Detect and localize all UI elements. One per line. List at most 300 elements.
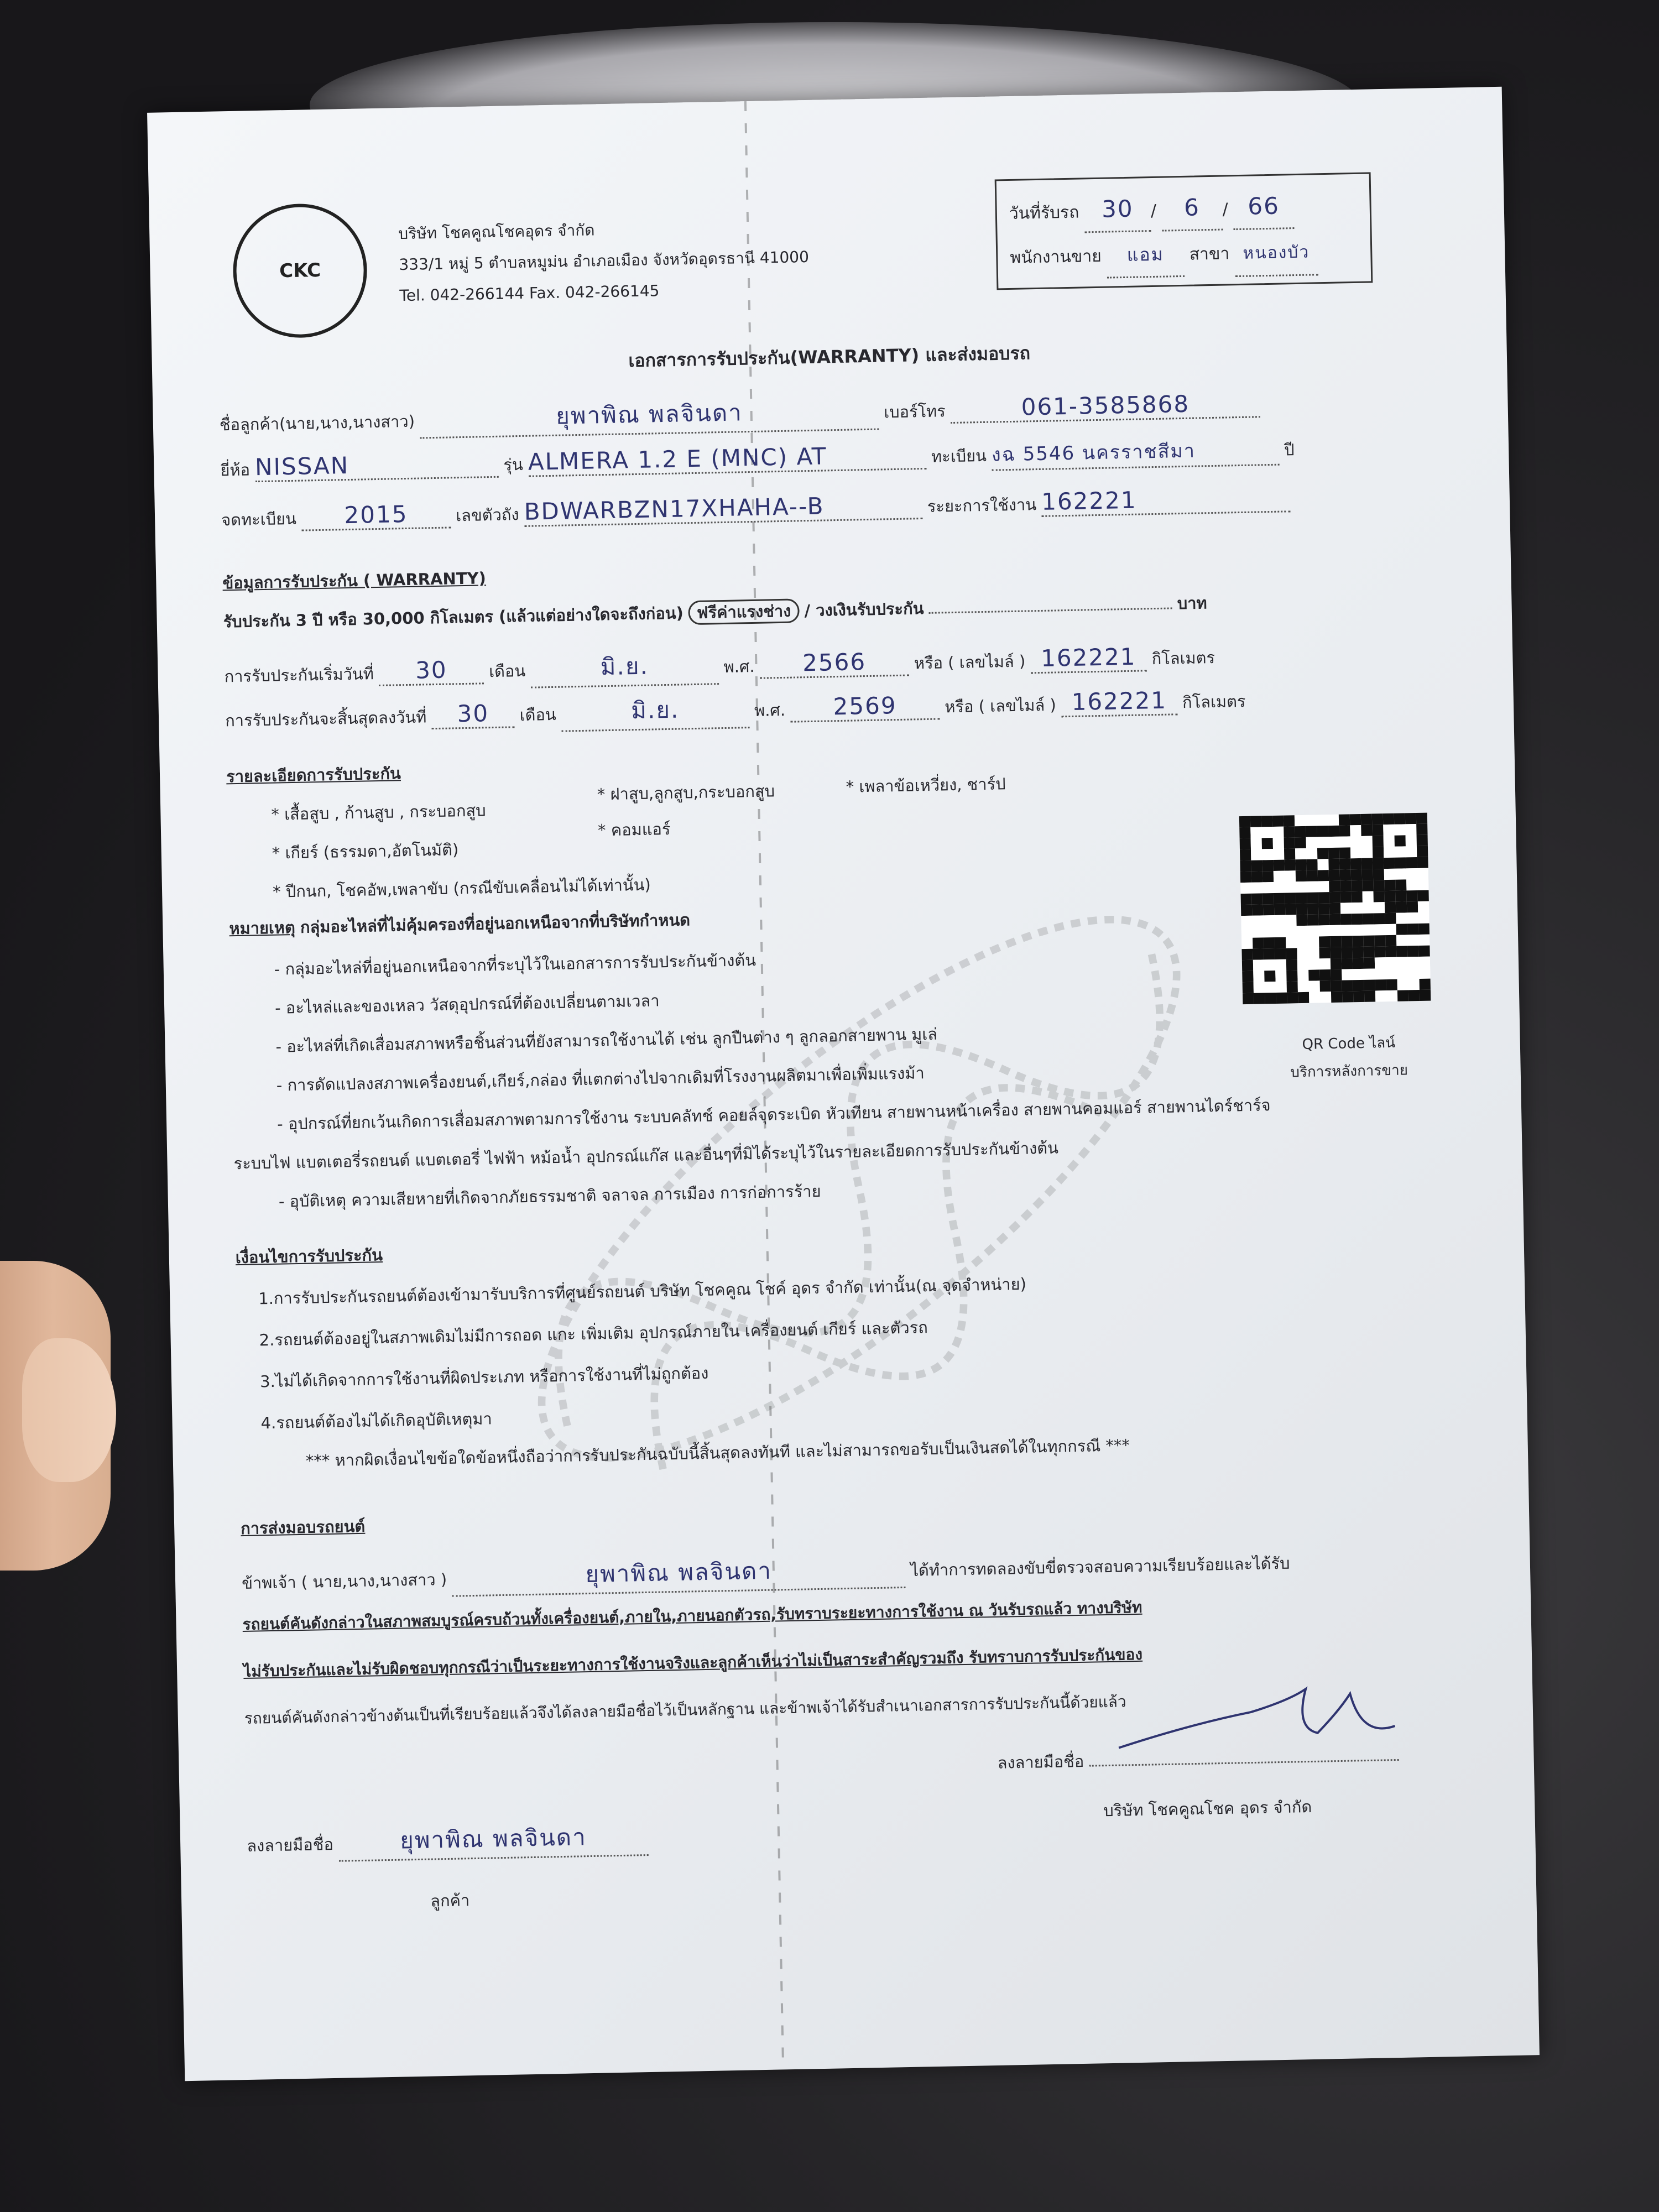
qr-module [1394, 813, 1405, 824]
qr-module [1386, 968, 1397, 979]
qr-module [1373, 869, 1384, 880]
qr-module [1262, 838, 1273, 849]
qr-module [1384, 891, 1395, 902]
delivery-customer-name: ยุพาพิณ พลจินดา [452, 1550, 906, 1597]
start-month-label: เดือน [488, 661, 526, 681]
qr-module [1306, 826, 1317, 837]
remark-item: - อะไหล่ที่เกิดเสื่อมสภาพหรือชิ้นส่วนที่ยังสามารถใช้งานได้ เช่น ลูกปืนต่าง ๆ ลูกลอกสายพาน มูเล่ [275, 1024, 938, 1056]
qr-module [1384, 869, 1395, 880]
qr-caption [1249, 1028, 1449, 1087]
qr-module [1286, 926, 1297, 937]
qr-module [1319, 925, 1330, 936]
qr-module [1286, 937, 1297, 948]
customer-name-row [219, 384, 1260, 442]
customer-name-label: ชื่อลูกค้า(นาย,นาง,นางสาว) [219, 411, 415, 435]
remark-item: - อุปกรณ์ที่ยกเว้นเกิดการเสื่อมสภาพตามการใช้งาน ระบบคลัทช์ คอยล์จุดระเบิด หัวเทียน สายพานหน้าเครื่อง สายพานคอมแอร์ สายพานไดร์ชาร์จ [276, 1095, 1271, 1134]
qr-module [1418, 901, 1429, 912]
qr-module [1352, 947, 1363, 958]
qr-module [1363, 925, 1374, 936]
qr-module [1397, 979, 1408, 990]
qr-module [1340, 880, 1351, 891]
qr-module [1397, 968, 1408, 979]
qr-module [1243, 993, 1254, 1004]
qr-module [1342, 980, 1353, 991]
qr-module [1361, 858, 1373, 869]
qr-module [1308, 947, 1319, 958]
qr-module [1374, 946, 1385, 957]
qr-module [1308, 969, 1319, 980]
qr-module [1373, 891, 1384, 902]
warranty-terms-row [223, 590, 1207, 634]
remark-item: - อะไหล่และของเหลว วัสดุอุปกรณ์ที่ต้องเปลี่ยนตามเวลา [274, 991, 660, 1018]
qr-module [1363, 947, 1374, 958]
qr-module [1405, 813, 1416, 824]
qr-module [1240, 838, 1251, 849]
company-address: 333/1 หมู่ 5 ตำบลหมูม่น อำเภอเมือง จังหวัดอุดรธานี 41000 [399, 247, 810, 274]
qr-module [1254, 982, 1265, 993]
qr-module [1374, 924, 1385, 935]
qr-module [1350, 858, 1361, 869]
conditions-heading: เงื่อนไขการรับประกัน [235, 1245, 383, 1267]
registration-row [221, 483, 1291, 533]
start-day: 30 [378, 655, 484, 686]
end-month: มิ.ย. [561, 690, 749, 732]
qr-module [1339, 814, 1350, 825]
qr-module [1253, 971, 1264, 982]
qr-module [1353, 980, 1364, 991]
end-mile-label: หรือ ( เลขไมล์ ) [945, 695, 1057, 717]
qr-module [1395, 868, 1406, 879]
company-signature-scribble [1107, 1676, 1440, 1759]
qr-module [1296, 893, 1307, 904]
qr-module [1265, 982, 1276, 993]
delivery-suffix: ได้ทำการทดลองขับขี่ตรวจสอบความเรียบร้อยและได้รับ [910, 1553, 1290, 1580]
qr-module [1251, 882, 1262, 893]
qr-module [1331, 969, 1342, 980]
qr-module [1364, 958, 1375, 969]
start-mile: 162221 [1030, 643, 1147, 674]
qr-module [1242, 971, 1253, 982]
qr-module [1318, 914, 1329, 925]
qr-module [1251, 849, 1262, 860]
detail-item: * เสื้อสูบ , ก้านสูบ , กระบอกสูบ [271, 801, 486, 824]
qr-module [1328, 837, 1339, 848]
qr-module [1297, 926, 1308, 937]
qr-module [1241, 927, 1253, 938]
qr-module [1297, 959, 1308, 970]
qr-module [1319, 947, 1330, 958]
qr-module [1406, 868, 1417, 879]
qr-module [1351, 880, 1362, 891]
qr-module [1362, 869, 1373, 880]
qr-module [1353, 969, 1364, 980]
qr-module [1395, 879, 1406, 890]
qr-module [1307, 870, 1318, 881]
qr-module [1264, 971, 1275, 982]
qr-module [1339, 825, 1350, 836]
qr-module [1306, 859, 1317, 870]
qr-module [1328, 848, 1339, 859]
qr-module [1329, 903, 1340, 914]
qr-module [1274, 871, 1285, 882]
qr-module [1275, 937, 1286, 948]
qr-module [1253, 948, 1264, 959]
end-mile: 162221 [1061, 686, 1177, 717]
qr-module [1353, 991, 1364, 1002]
vehicle-row [220, 434, 1295, 486]
condition-item: 2.รถยนต์ต้องอยู่ในสภาพเดิมไม่มีการถอด แกะ เพิ่มเติม อุปกรณ์ภายใน เครื่องยนต์ เกียร์ และตัวรถ [259, 1318, 928, 1350]
reg-value: 2015 [301, 499, 451, 531]
qr-module [1250, 827, 1261, 838]
qr-module [1264, 948, 1275, 959]
phone-value: 061-3585868 [950, 389, 1260, 424]
qr-module [1239, 816, 1250, 827]
qr-module [1264, 937, 1275, 948]
detail-item: * ปีกนก, โชคอัพ,เพลาขับ (กรณีขับเคลื่อนไม่ได้เท่านั้น) [272, 875, 651, 901]
delivery-line2: รถยนต์คันดังกล่าวในสภาพสมบูรณ์ครบถ้วนทั้งเครื่องยนต์,ภายใน,ภายนอกตัวรถ,รับทราบระยะทางการใช้งาน ณ วันรับรถแล้ว ทางบริษัท [242, 1598, 1142, 1634]
qr-module [1274, 882, 1285, 893]
qr-module [1361, 836, 1373, 847]
qr-module [1296, 870, 1307, 881]
document-title: เอกสารการรับประกัน(WARRANTY) และส่งมอบรถ [628, 342, 1031, 372]
company-sign-name: บริษัท โชคคูณโชค อุดร จำกัด [1103, 1797, 1312, 1820]
qr-module [1373, 836, 1384, 847]
qr-module [1306, 848, 1317, 859]
qr-module [1263, 904, 1274, 915]
remark-item: - การดัดแปลงสภาพเครื่องยนต์,เกียร์,กล่อง ที่แตกต่างไปจากเดิมที่โรงงานผลิตมาเพื่อเพิ่มแรงม้า [276, 1063, 925, 1095]
qr-module [1374, 935, 1385, 946]
qr-module [1375, 957, 1386, 968]
qr-module [1384, 858, 1395, 869]
qr-module [1308, 925, 1319, 936]
start-month: มิ.ย. [530, 646, 719, 688]
qr-module [1384, 836, 1395, 847]
qr-module [1263, 893, 1274, 904]
qr-module [1240, 849, 1251, 860]
delivery-line1 [241, 1543, 1290, 1601]
qr-module [1250, 816, 1261, 827]
qr-module [1273, 849, 1284, 860]
customer-signature: ยุพาพิณ พลจินดา [338, 1818, 648, 1862]
qr-module [1373, 880, 1384, 891]
qr-module [1252, 904, 1263, 915]
qr-module [1253, 959, 1264, 971]
qr-module [1331, 992, 1342, 1003]
qr-module [1418, 935, 1430, 946]
end-year: 2569 [790, 691, 940, 723]
qr-module [1395, 857, 1406, 868]
qr-module [1318, 870, 1329, 881]
qr-module [1274, 893, 1285, 904]
qr-module [1295, 848, 1306, 859]
qr-module [1340, 902, 1352, 914]
qr-module [1419, 957, 1430, 968]
qr-module [1407, 924, 1418, 935]
qr-module [1276, 993, 1287, 1004]
qr-module [1350, 825, 1361, 836]
detail-item: * เกียร์ (ธรรมดา,อัตโนมัติ) [272, 840, 459, 863]
qr-module [1339, 847, 1350, 858]
remark-item: ระบบไฟ แบตเตอรี่รถยนต์ แบตเตอรี่ ไฟฟ้า หม้อน้ำ อุปกรณ์แก๊ส และอื่นๆที่มิได้ระบุไว้ในรายละเอียดการรับประกันข้างต้น [233, 1138, 1059, 1173]
qr-module [1350, 836, 1361, 847]
qr-module [1261, 816, 1272, 827]
company-contact: Tel. 042-266144 Fax. 042-266145 [399, 281, 660, 305]
qr-module [1420, 979, 1431, 990]
qr-module [1372, 813, 1383, 825]
remarks-heading-label: หมายเหตุ [229, 917, 296, 938]
qr-module [1297, 937, 1308, 948]
plate-label: ทะเบียน [931, 446, 987, 466]
condition-item: 4.รถยนต์ต้องไม่ได้เกิดอุบัติเหตุมา [260, 1409, 493, 1433]
qr-module [1309, 980, 1320, 992]
qr-module [1352, 902, 1363, 914]
qr-module [1307, 892, 1318, 903]
qr-module [1262, 871, 1274, 882]
qr-module [1240, 860, 1251, 872]
qr-module [1342, 958, 1353, 969]
chassis-value: BDWARBZN17XHAHA--B [524, 491, 922, 527]
qr-module [1272, 816, 1284, 827]
qr-module [1251, 838, 1262, 849]
qr-module [1284, 837, 1295, 848]
brand-value: NISSAN [255, 449, 499, 482]
qr-module [1385, 902, 1396, 913]
qr-module [1383, 825, 1394, 836]
qr-module [1296, 881, 1307, 893]
qr-module [1286, 970, 1297, 981]
qr-module [1340, 914, 1352, 925]
qr-module [1406, 890, 1417, 901]
qr-module [1264, 959, 1275, 971]
qr-module [1396, 946, 1407, 957]
qr-module [1352, 925, 1363, 936]
qr-module [1287, 992, 1298, 1003]
customer-signature-row [247, 1818, 649, 1864]
qr-module [1241, 938, 1253, 949]
qr-module [1375, 979, 1386, 990]
qr-module [1295, 859, 1306, 870]
conditions-note: *** หากผิดเงื่อนไขข้อใดข้อหนึ่งถือว่าการรับประกันฉบับนี้สิ้นสุดลงทันที และไม่สามารถขอรับเป็นเงินสดได้ในทุกกรณี *** [305, 1436, 1130, 1470]
qr-module [1342, 991, 1353, 1002]
qr-module [1307, 881, 1318, 892]
customer-name-value: ยุพาพิณ พลจินดา [419, 392, 879, 439]
warranty-terms: รับประกัน 3 ปี หรือ 30,000 กิโลเมตร (แล้วแต่อย่างใดจะถึงก่อน) [223, 603, 684, 632]
qr-module [1385, 913, 1396, 924]
qr-module [1340, 869, 1351, 880]
end-km-label: กิโลเมตร [1182, 691, 1246, 712]
qr-module [1296, 904, 1307, 915]
end-month-label: เดือน [519, 705, 556, 725]
qr-module [1284, 848, 1295, 859]
qr-module [1318, 881, 1329, 892]
qr-module [1364, 991, 1375, 1002]
qr-module [1308, 958, 1319, 969]
qr-module [1384, 847, 1395, 858]
qr-module [1407, 912, 1418, 924]
qr-module [1240, 883, 1251, 894]
qr-module [1254, 993, 1265, 1004]
detail-item: * คอมแอร์ [597, 819, 671, 840]
qr-module [1384, 880, 1395, 891]
reg-label: จดทะเบียน [221, 509, 297, 530]
remark-item: - อุบัติเหตุ ความเสียหายที่เกิดจากภัยธรรมชาติ จลาจล การเมือง การก่อการร้าย [278, 1181, 821, 1211]
start-km-label: กิโลเมตร [1151, 648, 1215, 669]
remarks-heading [229, 907, 691, 941]
qr-module [1275, 948, 1286, 959]
qr-module [1417, 890, 1428, 901]
qr-module [1296, 915, 1307, 926]
qr-module [1419, 968, 1430, 979]
qr-module [1331, 980, 1342, 992]
qr-module [1383, 813, 1394, 825]
qr-module [1340, 891, 1351, 902]
delivery-line3: ไม่รับประกันและไม่รับผิดชอบทุกกรณีว่าเป็นระยะทางการใช้งานจริงและลูกค้าเห็นว่าไม่เป็นสาระสำคัญรวมถึง รับทราบการรับประกันของ [243, 1645, 1143, 1681]
qr-module [1418, 946, 1430, 957]
qr-module [1364, 969, 1375, 980]
year-suffix: ปี [1284, 440, 1295, 460]
baht-label: บาท [1177, 593, 1207, 613]
qr-module [1284, 815, 1295, 826]
qr-module [1328, 815, 1339, 826]
qr-module [1273, 860, 1284, 871]
qr-module [1341, 936, 1352, 947]
qr-module [1352, 936, 1363, 947]
qr-module [1298, 981, 1309, 992]
qr-module [1317, 837, 1328, 848]
qr-module [1375, 968, 1386, 979]
delivery-line4: รถยนต์คันดังกล่าวข้างต้นเป็นที่เรียบร้อยแล้วจึงได้ลงลายมือชื่อไว้เป็นหลักฐาน และข้าพเจ้าได้รับสำเนาเอกสารการรับประกันนี้ด้วยแล้ว [244, 1692, 1126, 1728]
qr-module [1298, 992, 1309, 1003]
qr-module [1241, 916, 1252, 927]
qr-module [1397, 957, 1408, 968]
qr-module [1241, 905, 1252, 916]
model-value: ALMERA 1.2 E (MNC) AT [528, 441, 926, 477]
branch-label: สาขา [1189, 244, 1230, 264]
qr-module [1329, 892, 1340, 903]
remarks-heading-text: กลุ่มอะไหล่ที่ไม่คุ้มครองที่อยู่นอกเหนือจากที่บริษัทกำหนด [300, 910, 691, 937]
qr-module [1420, 990, 1431, 1001]
qr-module [1407, 901, 1418, 912]
plate-value: งฉ 5546 นครราชสีมา [992, 434, 1280, 471]
qr-module [1396, 901, 1407, 912]
qr-module [1318, 903, 1329, 914]
qr-module [1385, 946, 1396, 957]
qr-module [1407, 946, 1418, 957]
qr-module [1351, 891, 1362, 902]
qr-label-line1: QR Code ไลน์ [1302, 1034, 1396, 1053]
qr-module [1385, 924, 1396, 935]
date-label: วันที่รับรถ [1009, 202, 1079, 223]
qr-module [1295, 815, 1306, 826]
qr-module [1262, 860, 1273, 871]
start-year-label: พ.ศ. [723, 656, 755, 677]
qr-module [1297, 970, 1308, 981]
qr-module [1363, 914, 1374, 925]
company-sign-label: ลงลายมือชื่อ [997, 1751, 1084, 1772]
qr-module [1385, 935, 1396, 946]
end-day: 30 [431, 699, 515, 729]
qr-module [1320, 992, 1331, 1003]
qr-module [1319, 936, 1330, 947]
qr-module [1395, 835, 1406, 846]
sales-value: แอม [1107, 232, 1185, 279]
qr-module [1405, 824, 1416, 835]
qr-module [1364, 980, 1375, 991]
qr-module [1319, 958, 1331, 969]
qr-module [1243, 982, 1254, 993]
qr-module [1285, 881, 1296, 893]
qr-module [1295, 826, 1306, 837]
qr-module [1374, 902, 1385, 913]
qr-module [1307, 914, 1318, 925]
qr-module [1339, 858, 1350, 869]
company-info [398, 211, 810, 311]
qr-module [1285, 915, 1296, 926]
qr-module [1306, 815, 1317, 826]
qr-module [1261, 827, 1272, 838]
qr-module [1308, 936, 1319, 947]
qr-module [1374, 913, 1385, 924]
qr-module [1341, 947, 1352, 958]
qr-module [1317, 815, 1328, 826]
end-year-label: พ.ศ. [754, 700, 786, 720]
qr-module [1407, 935, 1418, 946]
model-label: รุ่น [503, 455, 524, 474]
qr-module [1307, 903, 1318, 914]
qr-module [1320, 980, 1331, 992]
qr-module [1275, 926, 1286, 937]
qr-module [1339, 836, 1350, 847]
qr-module [1350, 847, 1361, 858]
qr-module [1362, 891, 1373, 902]
details-heading: รายละเอียดการรับประกัน [226, 764, 401, 786]
qr-module [1318, 892, 1329, 903]
qr-module [1272, 827, 1284, 838]
line-qr-code[interactable] [1239, 813, 1431, 1004]
warranty-heading: ข้อมูลการรับประกัน ( WARRANTY) [222, 568, 487, 593]
qr-module [1317, 848, 1328, 859]
start-label: การรับประกันเริ่มวันที่ [224, 664, 374, 686]
qr-module [1418, 912, 1429, 924]
qr-module [1408, 968, 1419, 979]
qr-module [1330, 947, 1341, 958]
qr-module [1274, 904, 1285, 915]
qr-module [1253, 937, 1264, 948]
detail-item: * ฝาสูบ,ลูกสูบ,กระบอกสูบ [597, 781, 775, 804]
delivery-prefix: ข้าพเจ้า ( นาย,นาง,นางสาว ) [241, 1569, 447, 1593]
qr-module [1286, 948, 1297, 959]
brand-label: ยี่ห้อ [220, 460, 251, 480]
limit-value [929, 607, 1172, 613]
qr-module [1252, 915, 1263, 926]
qr-module [1274, 915, 1285, 926]
qr-module [1286, 959, 1297, 970]
qr-module [1386, 979, 1397, 990]
qr-module [1317, 826, 1328, 837]
qr-label-line2: บริการหลังการขาย [1290, 1062, 1408, 1081]
qr-module [1262, 882, 1274, 893]
date-year: 66 [1233, 184, 1295, 230]
qr-module [1406, 879, 1417, 890]
qr-module [1341, 925, 1352, 936]
qr-module [1396, 924, 1407, 935]
company-sign-line [1089, 1759, 1399, 1767]
qr-module [1386, 957, 1397, 968]
qr-module [1263, 915, 1274, 926]
qr-module [1306, 837, 1317, 848]
date-month: 6 [1161, 186, 1223, 232]
mileage-value: 162221 [1041, 483, 1291, 517]
